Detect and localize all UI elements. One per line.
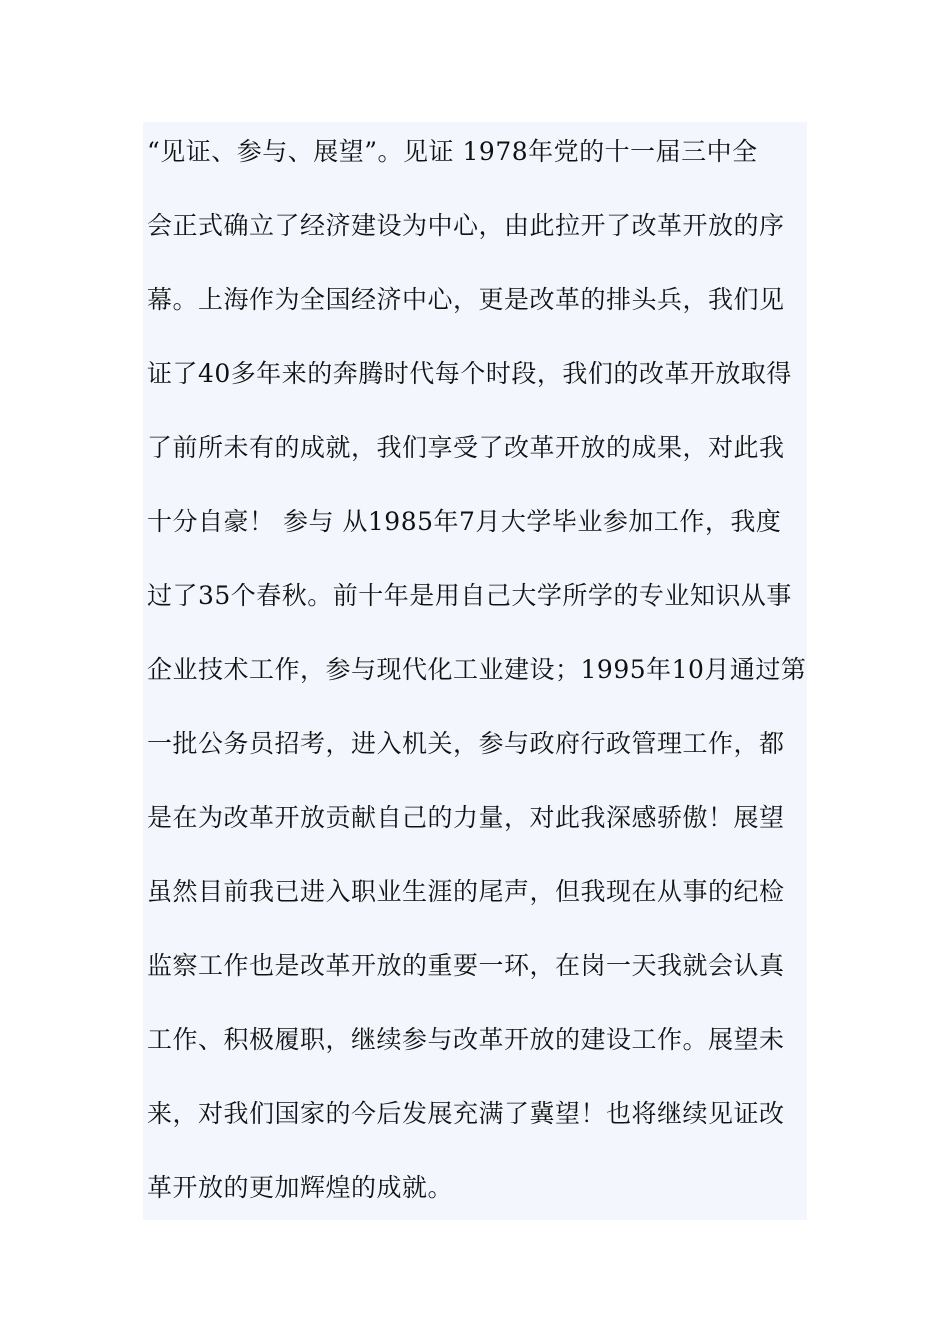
text-line: 十分自豪！ 参与 从1985年7月大学毕业参加工作，我度 xyxy=(147,507,782,536)
document-text-block xyxy=(143,122,807,1220)
text-line: 了前所未有的成就，我们享受了改革开放的成果，对此我 xyxy=(147,433,785,462)
text-line: 虽然目前我已进入职业生涯的尾声，但我现在从事的纪检 xyxy=(147,877,785,906)
text-line: 一批公务员招考，进入机关，参与政府行政管理工作，都 xyxy=(147,729,785,758)
text-line: 监察工作也是改革开放的重要一环，在岗一天我就会认真 xyxy=(147,951,785,980)
text-line: 革开放的更加辉煌的成就。 xyxy=(147,1173,454,1202)
text-line: 企业技术工作，参与现代化工业建设；1995年10月通过第 xyxy=(147,655,807,684)
text-line: 是在为改革开放贡献自己的力量，对此我深感骄傲！展望 xyxy=(147,803,785,832)
text-line: “见证、参与、展望”。见证 1978年党的十一届三中全 xyxy=(147,137,758,166)
text-line: 幕。上海作为全国经济中心，更是改革的排头兵，我们见 xyxy=(147,285,785,314)
text-line: 工作、积极履职，继续参与改革开放的建设工作。展望未 xyxy=(147,1025,785,1054)
text-line: 来，对我们国家的今后发展充满了冀望！也将继续见证改 xyxy=(147,1099,785,1128)
text-line: 会正式确立了经济建设为中心，由此拉开了改革开放的序 xyxy=(147,211,785,240)
text-line: 证了40多年来的奔腾时代每个时段，我们的改革开放取得 xyxy=(147,359,792,388)
text-line: 过了35个春秋。前十年是用自己大学所学的专业知识从事 xyxy=(147,581,792,610)
